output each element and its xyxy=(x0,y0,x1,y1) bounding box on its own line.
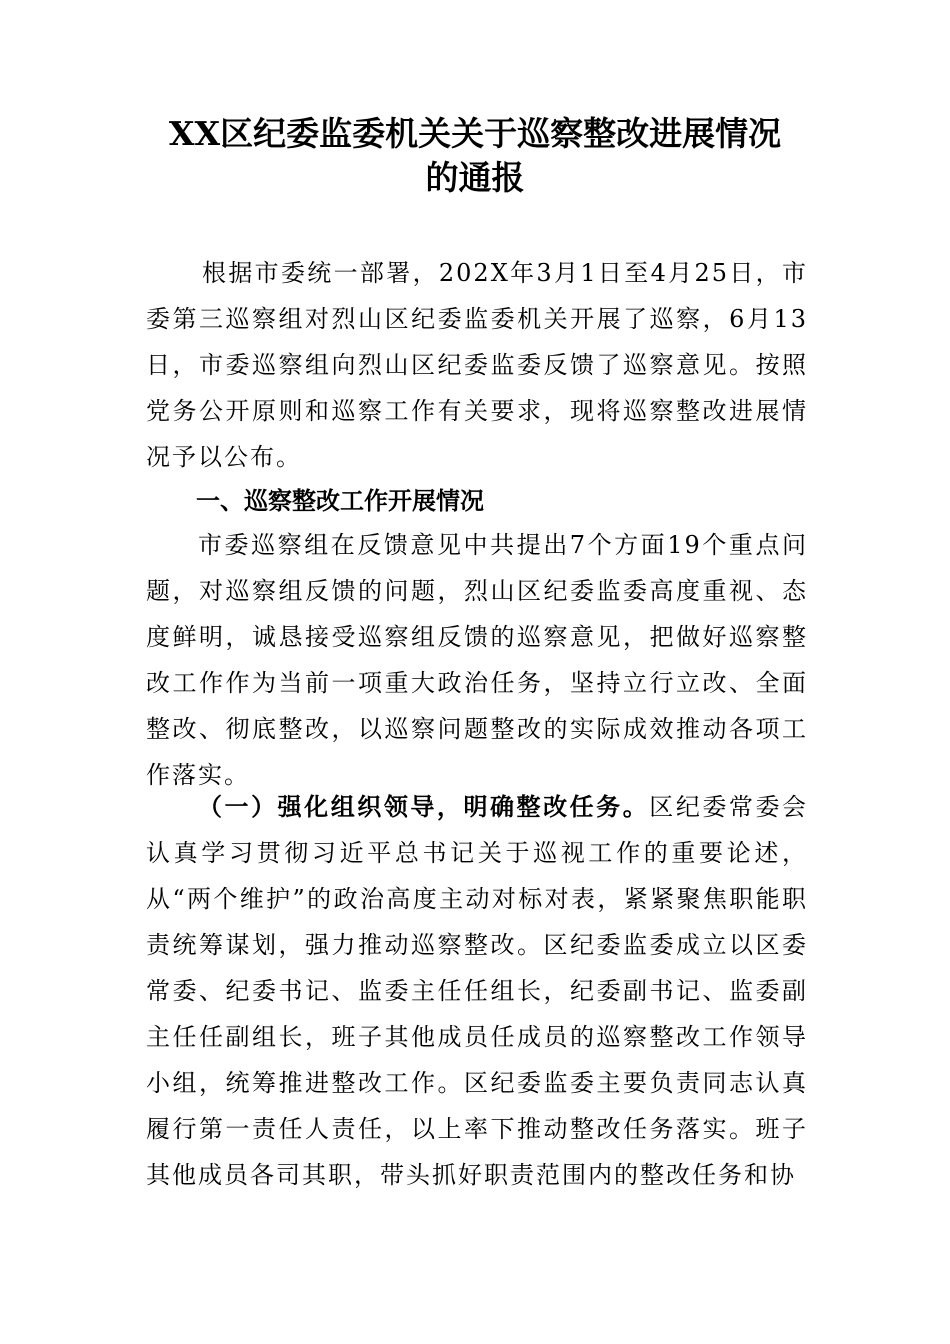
document-title xyxy=(130,112,820,200)
document-title-line-2: 的通报 xyxy=(425,158,525,197)
intro-paragraph: 根据市委统一部署，202X年3月1日至4月25日，市委第三巡察组对烈山区纪委监委机关开展了巡察，6月13日，市委巡察组向烈山区纪委监委反馈了巡察意见。按照党务公开原则和巡察工作有关要求，现将巡察整改进展情况予以公布。 xyxy=(146,259,808,471)
section-heading-1: 一、巡察整改工作开展情况 xyxy=(196,487,484,515)
subsection-1-text: 区纪委常委会认真学习贯彻习近平总书记关于巡视工作的重要论述，从“两个维护”的政治高度主动对标对表，紧紧聚焦职能职责统筹谋划，强力推动巡察整改。区纪委监委成立以区委常委、纪委书记、监委主任任组长，纪委副书记、监委副主任任副组长，班子其他成员任成员的巡察整改工作领导小组，统筹推进整改工作。区纪委监委主要负责同志认真履行第一责任人责任，以上率下推动整改任务落实。班子其他成员各司其职，带头抓好职责范围内的整改任务和协 xyxy=(146,793,809,1189)
subsection-1-lead: （一）强化组织领导，明确整改任务。 xyxy=(198,792,650,821)
section-1-paragraph: 市委巡察组在反馈意见中共提出7个方面19个重点问题，对巡察组反馈的问题，烈山区纪委监委高度重视、态度鲜明，诚恳接受巡察组反馈的巡察意见，把做好巡察整改工作作为当前一项重大政治任务，坚持立行立改、全面整改、彻底整改，以巡察问题整改的实际成效推动各项工作落实。 xyxy=(146,531,808,789)
subsection-1-paragraph xyxy=(146,784,808,1198)
document-title-line-1: XX区纪委监委机关关于巡察整改进展情况 xyxy=(168,114,782,153)
